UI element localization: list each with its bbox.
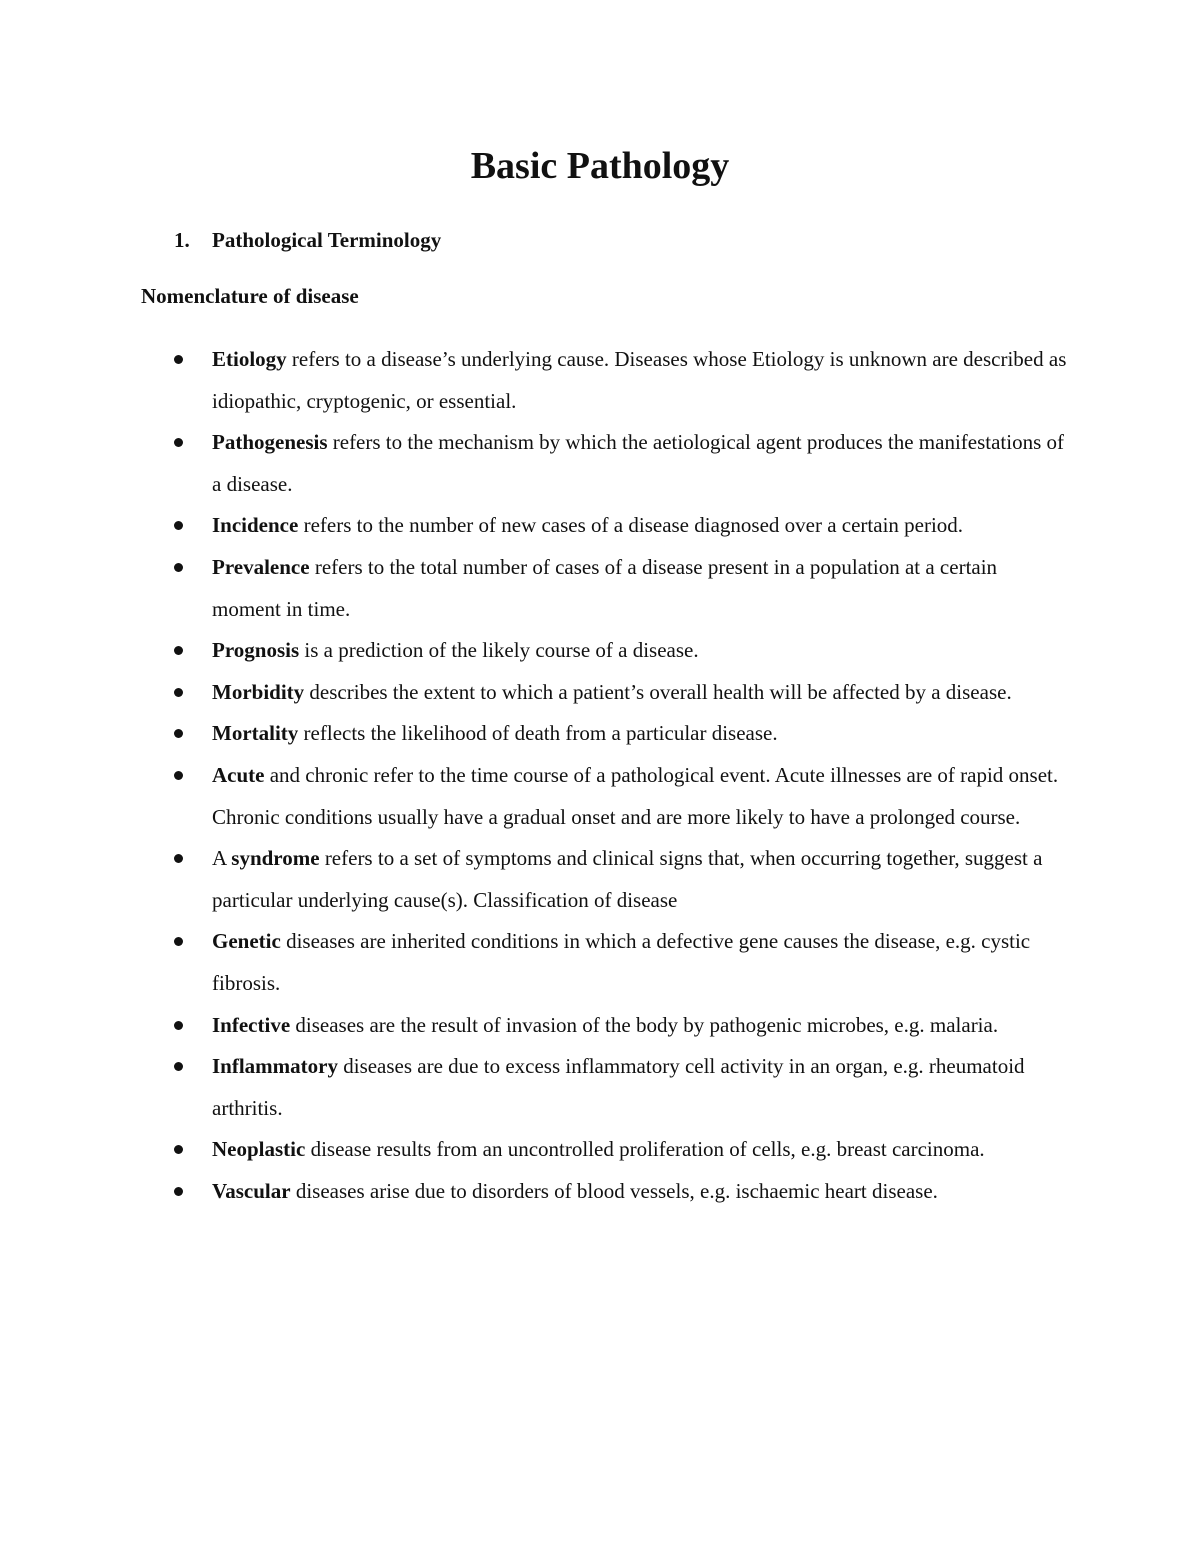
item-term: Mortality bbox=[212, 721, 299, 746]
list-item bbox=[0, 339, 1200, 422]
list-item bbox=[0, 838, 1200, 921]
bullet-icon bbox=[174, 1187, 183, 1196]
item-text: refers to a disease’s underlying cause. Diseases whose Etiology is unknown are described as idiopathic, cryptogenic, or essential. bbox=[212, 347, 1067, 413]
item-text: and chronic refer to the time course of a pathological event. Acute illnesses are of rapid onset. Chronic conditions usually have a gradual onset and are more likely to have a prolonged course. bbox=[212, 762, 1059, 829]
item-text: diseases are the result of invasion of the body by pathogenic microbes, e.g. malaria. bbox=[290, 1012, 999, 1037]
item-term: Acute bbox=[212, 762, 265, 787]
bullet-icon bbox=[174, 1145, 183, 1154]
item-term: Prognosis bbox=[212, 638, 300, 663]
bullet-icon bbox=[174, 1062, 183, 1071]
item-text: describes the extent to which a patient’s overall health will be affected by a disease. bbox=[304, 679, 1012, 704]
item-text: is a prediction of the likely course of a disease. bbox=[299, 638, 699, 663]
bullet-icon bbox=[174, 438, 183, 447]
bullet-icon bbox=[174, 563, 183, 572]
list-item bbox=[0, 921, 1200, 1004]
list-item bbox=[0, 755, 1200, 838]
item-text: refers to a set of symptoms and clinical signs that, when occurring together, suggest a particular underlying cause(s). Classification of disease bbox=[212, 846, 1043, 912]
bullet-icon bbox=[174, 729, 183, 738]
list-item bbox=[0, 1046, 1200, 1129]
item-term: Vascular bbox=[212, 1178, 291, 1203]
list-item bbox=[0, 505, 1200, 547]
subheading: Nomenclature of disease bbox=[141, 284, 359, 308]
list-item bbox=[0, 630, 1200, 672]
list-item bbox=[0, 672, 1200, 714]
item-text: refers to the number of new cases of a disease diagnosed over a certain period. bbox=[298, 513, 964, 538]
item-text: diseases are due to excess inflammatory cell activity in an organ, e.g. rheumatoid arthritis. bbox=[212, 1054, 1025, 1120]
bullet-icon bbox=[174, 1021, 183, 1030]
item-text: diseases arise due to disorders of blood vessels, e.g. ischaemic heart disease. bbox=[290, 1178, 938, 1203]
list-item bbox=[0, 422, 1200, 505]
list-item bbox=[0, 1171, 1200, 1213]
item-term: syndrome bbox=[231, 846, 320, 871]
section-number: 1. bbox=[174, 228, 190, 252]
section-label: Pathological Terminology bbox=[212, 228, 442, 252]
bullet-icon bbox=[174, 771, 183, 780]
item-text: diseases are inherited conditions in which a defective gene causes the disease, e.g. cystic fibrosis. bbox=[212, 929, 1031, 995]
section-heading bbox=[174, 225, 441, 255]
item-term: Infective bbox=[212, 1012, 291, 1037]
page-title: Basic Pathology bbox=[470, 145, 730, 187]
bullet-icon bbox=[174, 854, 183, 863]
item-term: Morbidity bbox=[212, 679, 305, 704]
list-item bbox=[0, 1005, 1200, 1047]
bullet-icon bbox=[174, 688, 183, 697]
item-text: reflects the likelihood of death from a particular disease. bbox=[298, 721, 778, 746]
bullet-icon bbox=[174, 937, 183, 946]
item-term: Genetic bbox=[212, 929, 281, 954]
item-term: Incidence bbox=[212, 513, 299, 538]
item-term: Pathogenesis bbox=[212, 430, 328, 455]
item-prefix: A bbox=[212, 846, 232, 871]
item-term: Etiology bbox=[212, 347, 287, 371]
item-text: refers to the total number of cases of a disease present in a population at a certain moment in time. bbox=[212, 554, 998, 621]
item-term: Neoplastic bbox=[212, 1137, 306, 1162]
list-item bbox=[0, 547, 1200, 630]
list-item bbox=[0, 1129, 1200, 1171]
list-item bbox=[0, 713, 1200, 755]
item-term: Inflammatory bbox=[212, 1054, 338, 1079]
term-list bbox=[0, 339, 1200, 1212]
bullet-icon bbox=[174, 521, 183, 530]
item-text: refers to the mechanism by which the aetiological agent produces the manifestations of a disease. bbox=[212, 430, 1065, 496]
item-term: Prevalence bbox=[212, 554, 310, 579]
bullet-icon bbox=[174, 646, 183, 655]
item-text: disease results from an uncontrolled proliferation of cells, e.g. breast carcinoma. bbox=[305, 1137, 985, 1162]
bullet-icon bbox=[174, 355, 183, 364]
